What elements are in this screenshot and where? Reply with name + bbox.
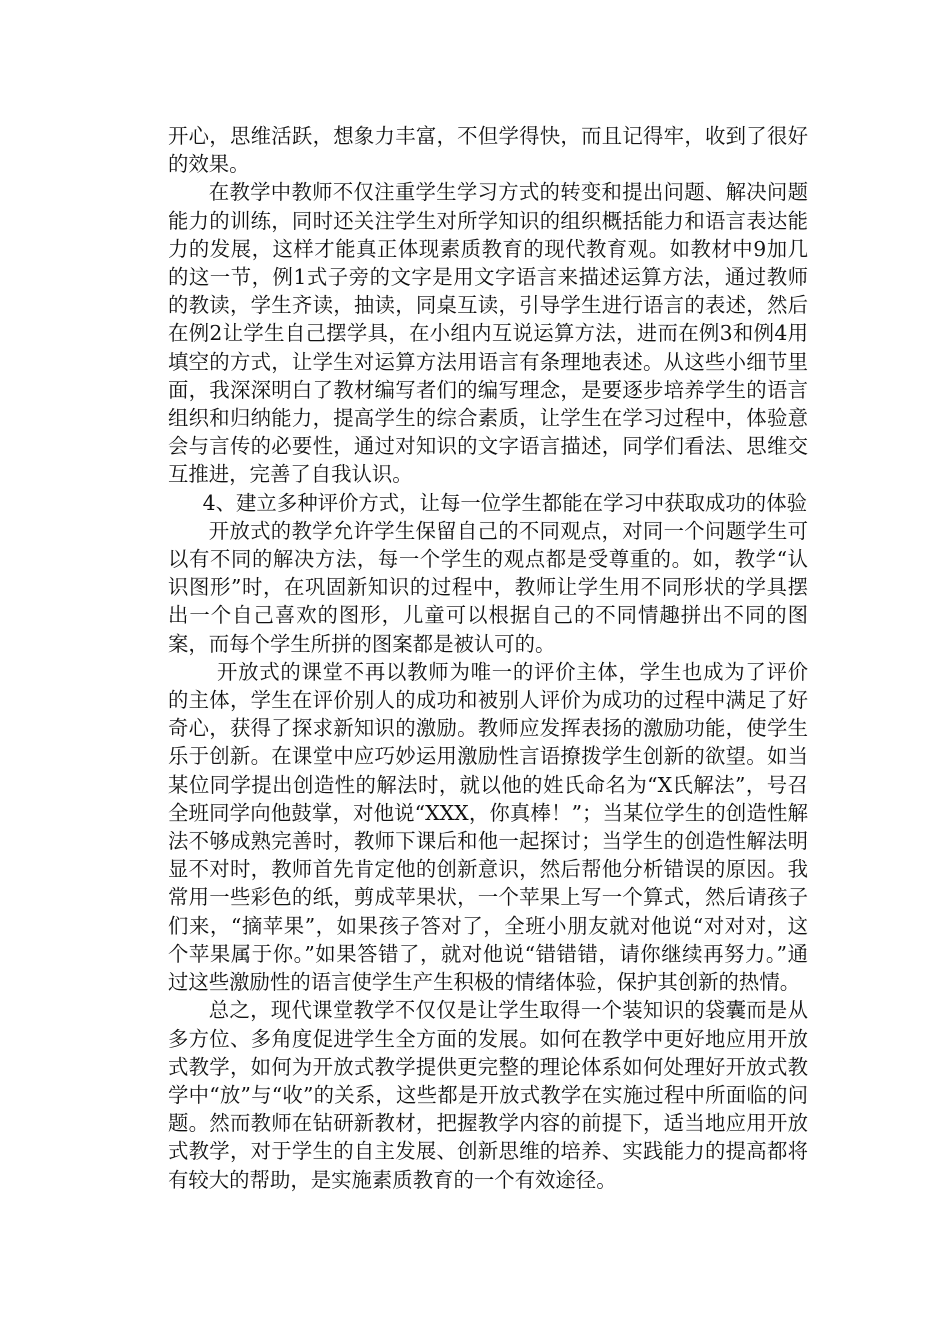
paragraph-open-teaching: 开放式的教学允许学生保留自己的不同观点，对同一个问题学生可以有不同的解决方法，每一个学生的观点都是受尊重的。如，教学“认识图形”时，在巩固新知识的过程中，教师让学生用不同形状的学具摆出一个自己喜欢的图形，儿童可以根据自己的不同情趣拼出不同的图案，而每个学生所拼的图案都是被认可的。 xyxy=(168,518,808,656)
paragraph-language-expression: 在教学中教师不仅注重学生学习方式的转变和提出问题、解决问题能力的训练，同时还关注学生对所学知识的组织概括能力和语言表达能力的发展，这样才能真正体现素质教育的现代教育观。如教材中9加几的这一节，例1式子旁的文字是用文字语言来描述运算方法，通过教师的教读，学生齐读，抽读，同桌互读，引导学生进行语言的表述，然后在例2让学生自己摆学具，在小组内互说运算方法，进而在例3和例4用填空的方式，让学生对运算方法用语言有条理地表述。从这些小细节里面，我深深明白了教材编写者们的编写理念，是要逐步培养学生的语言组织和归纳能力，提高学生的综合素质，让学生在学习过程中，体验意会与言传的必要性，通过对知识的文字语言描述，同学们看法、思维交互推进，完善了自我认识。 xyxy=(168,180,808,487)
paragraph-continuation: 开心，思维活跃，想象力丰富，不但学得快，而且记得牢，收到了很好的效果。 xyxy=(168,124,808,177)
paragraph-conclusion: 总之，现代课堂教学不仅仅是让学生取得一个装知识的袋囊而是从多方位、多角度促进学生全方面的发展。如何在教学中更好地应用开放式教学，如何为开放式教学提供更完整的理论体系如何处理好开放式教学中“放”与“收”的关系，这些都是开放式教学在实施过程中所面临的问题。然而教师在钻研新教材，把握教学内容的前提下，适当地应用开放式教学，对于学生的自主发展、创新思维的培养、实践能力的提高都将有较大的帮助，是实施素质教育的一个有效途径。 xyxy=(168,998,808,1192)
section-heading-evaluation: 4、建立多种评价方式，让每一位学生都能在学习中获取成功的体验 xyxy=(202,490,807,515)
paragraph-evaluation-subject: 开放式的课堂不再以教师为唯一的评价主体，学生也成为了评价的主体，学生在评价别人的成功和被别人评价为成功的过程中满足了好奇心，获得了探求新知识的激励。教师应发挥表扬的激励功能，使学生乐于创新。在课堂中应巧妙运用激励性言语撩拨学生创新的欲望。如当某位同学提出创造性的解法时，就以他的姓氏命名为“X氏解法”，号召全班同学向他鼓掌，对他说“XXX，你真棒！”；当某位学生的创造性解法不够成熟完善时，教师下课后和他一起探讨；当学生的创造性解法明显不对时，教师首先肯定他的创新意识，然后帮他分析错误的原因。我常用一些彩色的纸，剪成苹果状，一个苹果上写一个算式，然后请孩子们来，“摘苹果”，如果孩子答对了，全班小朋友就对他说“对对对，这个苹果属于你。”如果答错了，就对他说“错错错，请你继续再努力。”通过这些激励性的语言使学生产生积极的情绪体验，保护其创新的热情。 xyxy=(168,659,808,995)
document-page xyxy=(168,122,808,1194)
